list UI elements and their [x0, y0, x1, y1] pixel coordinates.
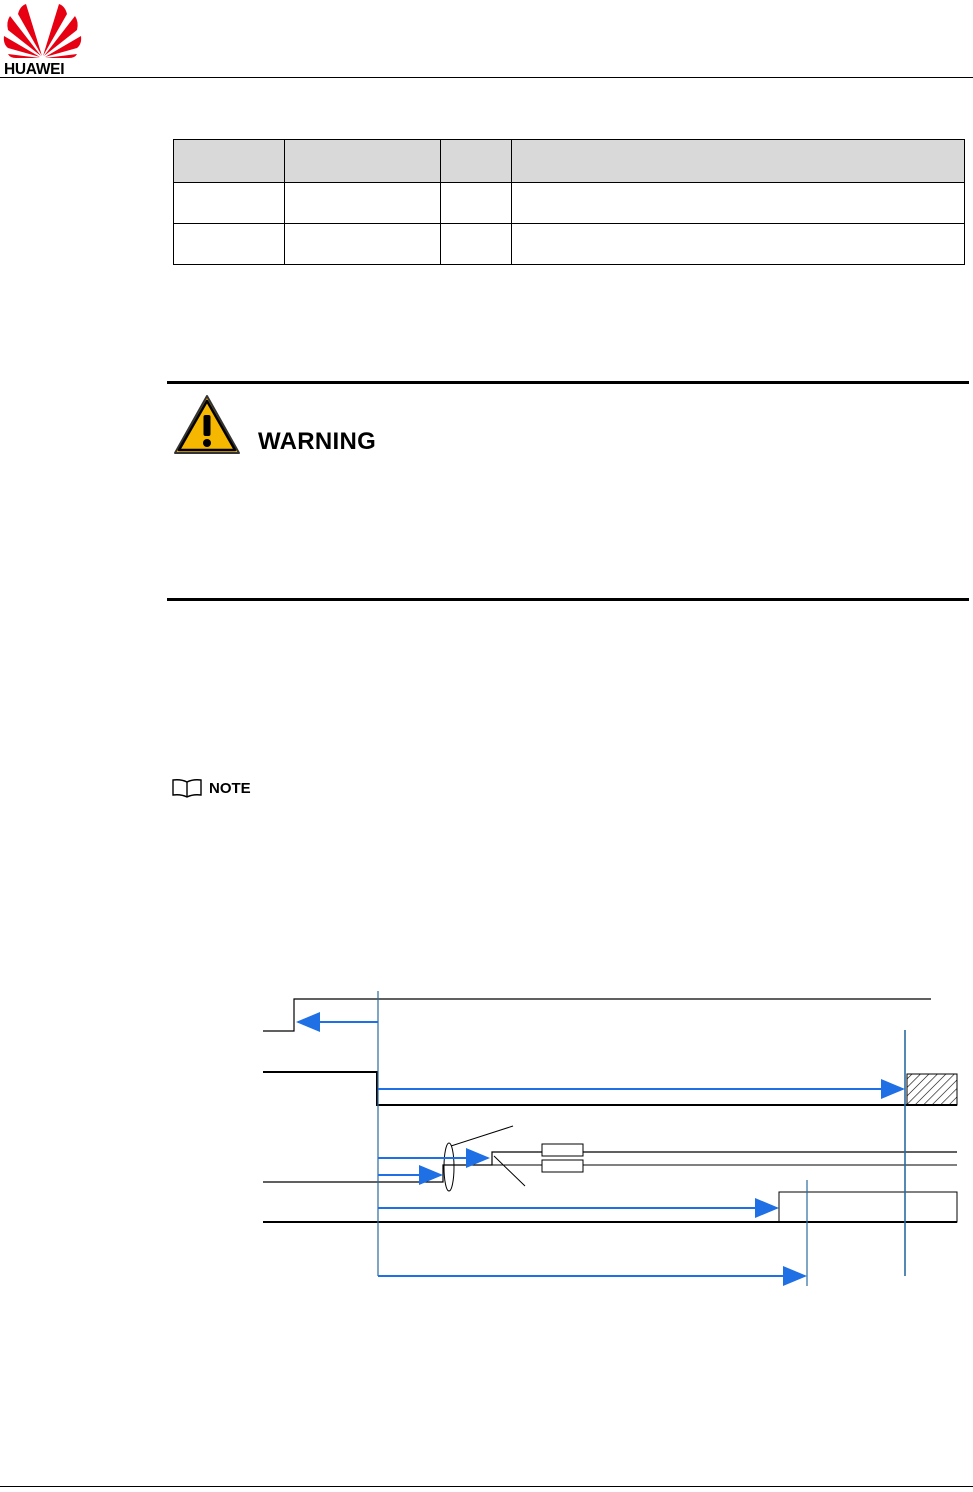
warning-label: WARNING: [258, 428, 377, 455]
table-cell: [511, 183, 964, 224]
huawei-logo: [2, 0, 84, 78]
signal-line-3: [263, 1126, 957, 1191]
table-header-cell: [511, 140, 964, 183]
table-cell: [284, 183, 440, 224]
header-divider: [0, 77, 973, 78]
table-header-cell: [284, 140, 440, 183]
table-header-cell: [440, 140, 511, 183]
table-cell: [440, 224, 511, 265]
table-cell: [174, 224, 285, 265]
open-book-icon: [171, 778, 203, 798]
table-cell: [174, 183, 285, 224]
table-cell: [511, 224, 964, 265]
signal-line-1: [263, 999, 931, 1031]
table-cell: [440, 183, 511, 224]
table-row: [174, 183, 965, 224]
huawei-flower-icon: [2, 0, 84, 60]
warning-bottom-rule: [167, 598, 969, 601]
table-cell: [284, 224, 440, 265]
table-row: [174, 224, 965, 265]
table-header-cell: [174, 140, 285, 183]
warning-top-rule: [167, 381, 969, 384]
timing-diagram: [0, 980, 973, 1290]
spec-table: [173, 139, 965, 265]
brand-name: HUAWEI: [4, 61, 65, 78]
warning-triangle-icon: [172, 393, 242, 457]
table-header-row: [174, 140, 965, 183]
footer-divider: [0, 1486, 973, 1487]
note-label: NOTE: [209, 780, 251, 797]
